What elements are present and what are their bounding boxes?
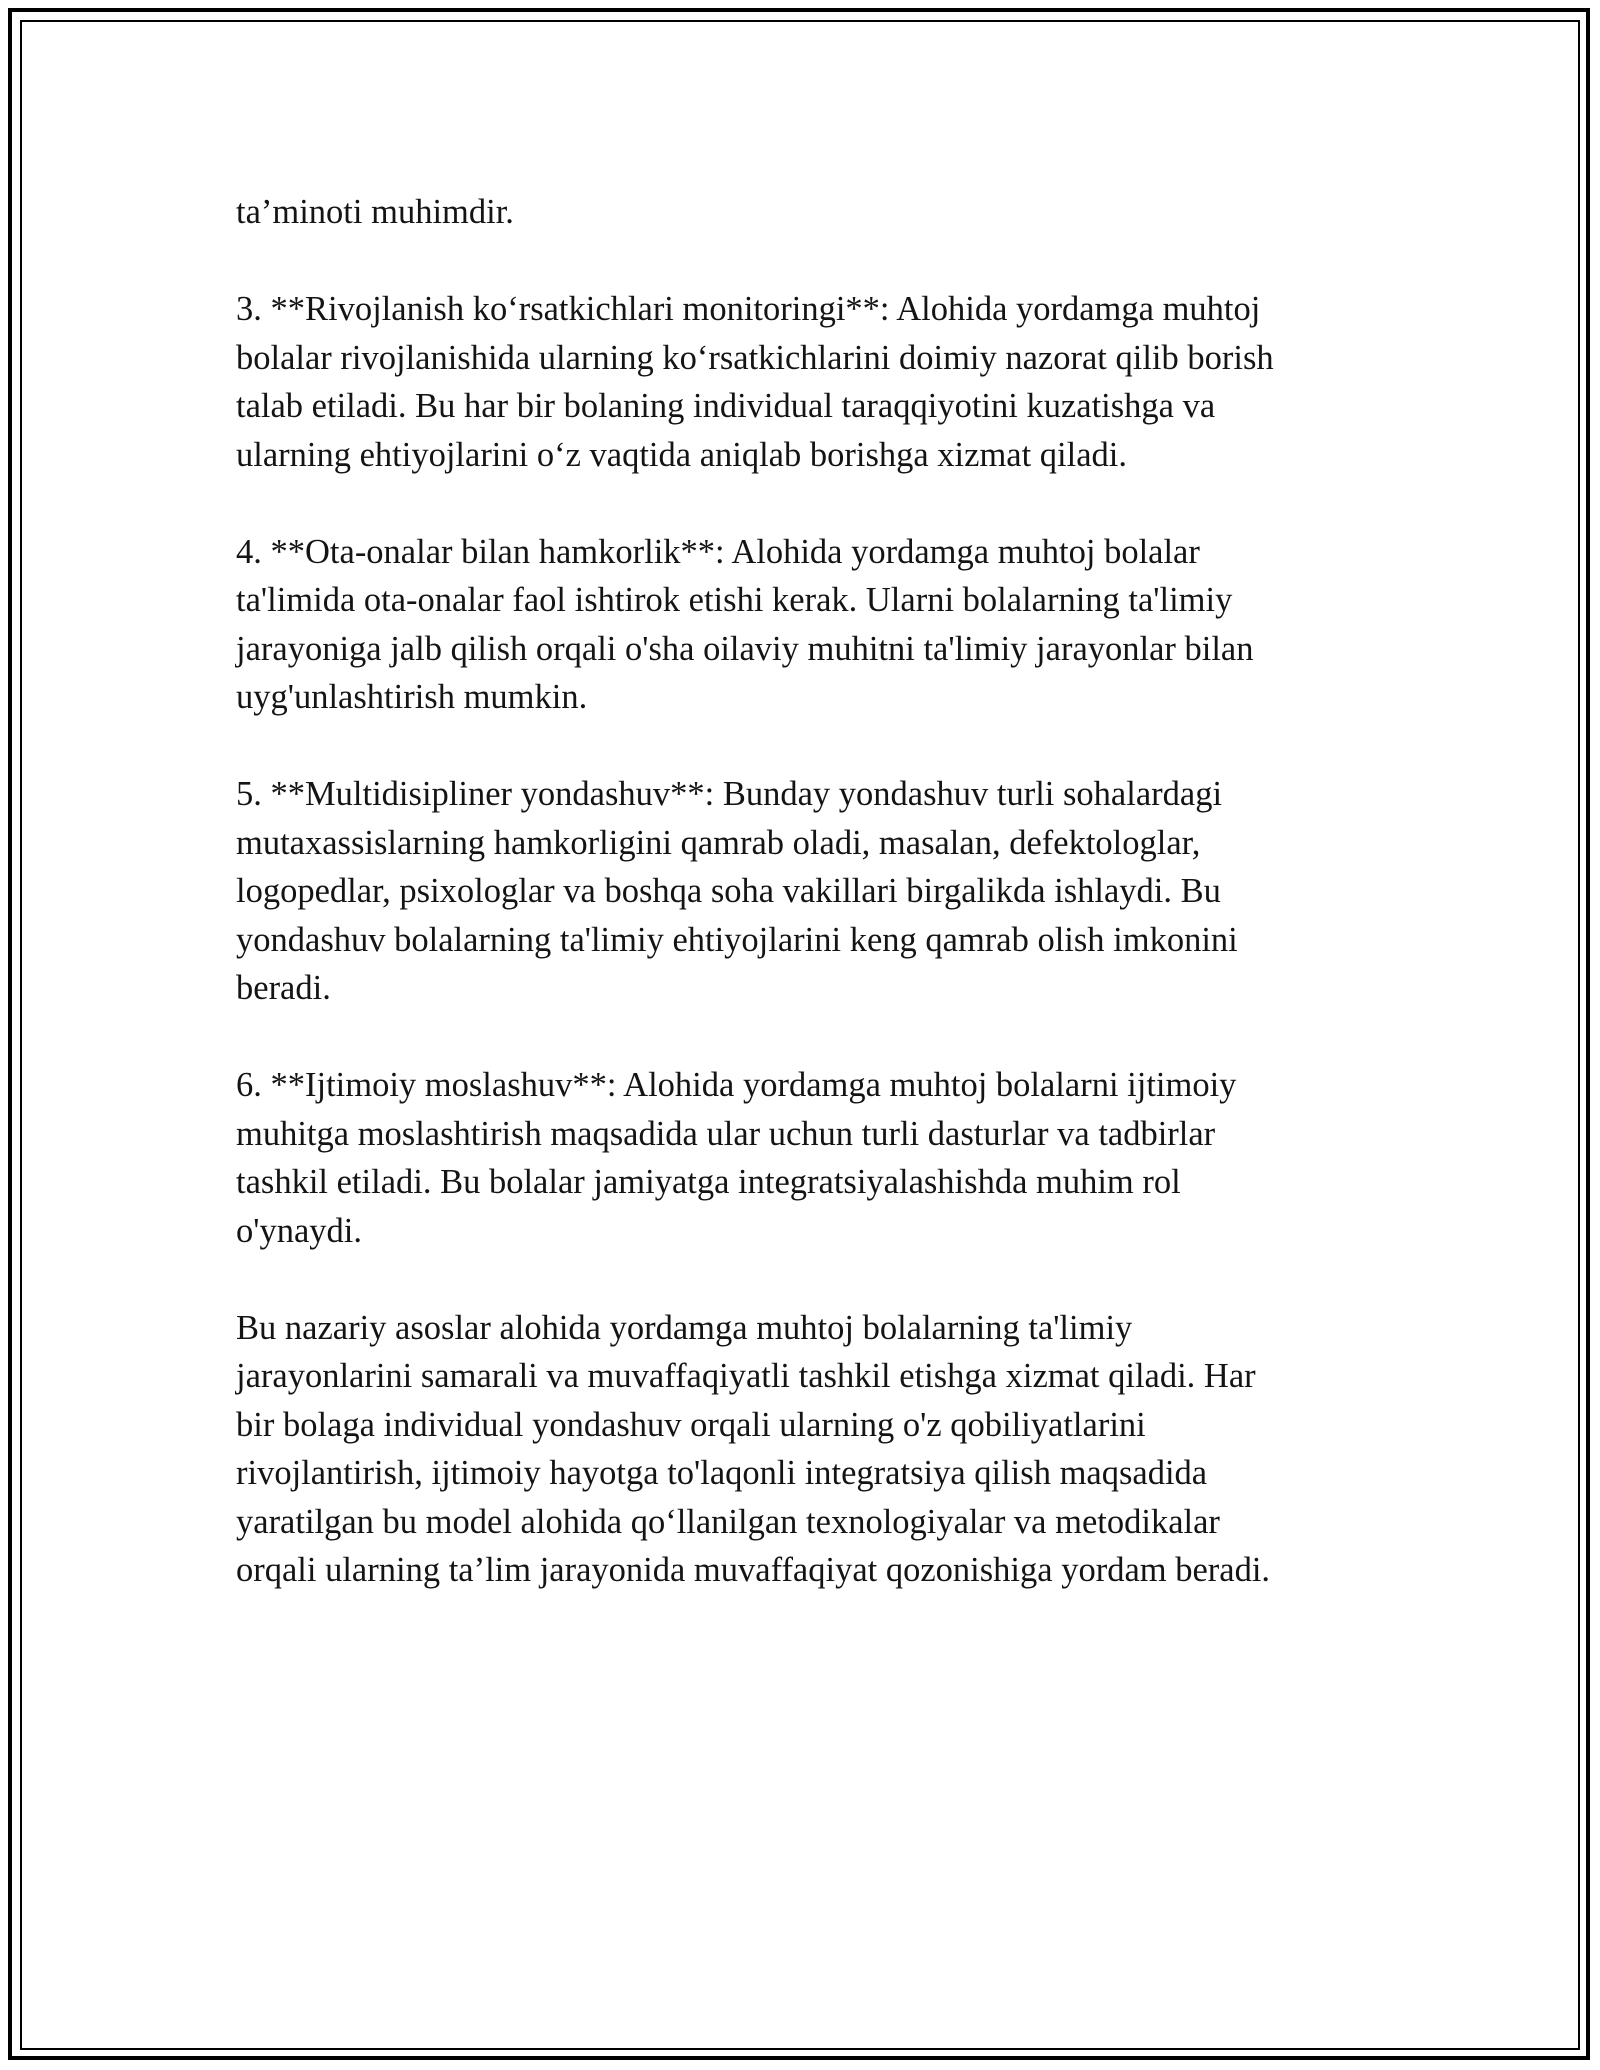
text-line: mutaxassislarning hamkorligini qamrab oladi, masalan, defektologlar, bbox=[236, 823, 1201, 862]
text-line: talab etiladi. Bu har bir bolaning individual taraqqiyotini kuzatishga va bbox=[236, 387, 1216, 425]
text-line: 5. **Multidisipliner yondashuv**: Bunday yondashuv turli sohalardagi bbox=[236, 775, 1223, 813]
text-line: yaratilgan bu model alohida qo‘llanilgan texnologiyalar va metodikalar bbox=[236, 1502, 1220, 1541]
text-line: ta’minoti muhimdir. bbox=[236, 193, 514, 231]
text-line: 3. **Rivojlanish ko‘rsatkichlari monitoringi**: Alohida yordamga muhtoj bbox=[236, 290, 1261, 328]
paragraph-continuation bbox=[236, 188, 1366, 237]
paragraph-conclusion bbox=[236, 1304, 1366, 1595]
paragraph-item-3 bbox=[236, 285, 1366, 479]
text-line: rivojlantirish, ijtimoiy hayotga to'laqonli integratsiya qilish maqsadida bbox=[236, 1454, 1208, 1492]
text-line: ularning ehtiyojlarini o‘z vaqtida aniqlab borishga xizmat qiladi. bbox=[236, 435, 1128, 474]
text-line: uyg'unlashtirish mumkin. bbox=[236, 678, 588, 716]
paragraph-item-5 bbox=[236, 770, 1366, 1013]
text-line: 6. **Ijtimoiy moslashuv**: Alohida yordamga muhtoj bolalarni ijtimoiy bbox=[236, 1066, 1237, 1104]
text-line: logopedlar, psixologlar va boshqa soha vakillari birgalikda ishlaydi. Bu bbox=[236, 872, 1221, 910]
text-line: yondashuv bolalarning ta'limiy ehtiyojlarini keng qamrab olish imkonini bbox=[236, 920, 1238, 959]
text-line: orqali ularning ta’lim jarayonida muvaffaqiyat qozonishiga yordam beradi. bbox=[236, 1551, 1271, 1589]
text-line: bolalar rivojlanishida ularning ko‘rsatkichlarini doimiy nazorat qilib borish bbox=[236, 338, 1274, 377]
paragraph-item-4 bbox=[236, 528, 1366, 722]
text-line: bir bolaga individual yondashuv orqali ularning o'z qobiliyatlarini bbox=[236, 1405, 1146, 1444]
document-body bbox=[236, 188, 1366, 1643]
text-line: jarayonlarini samarali va muvaffaqiyatli tashkil etishga xizmat qiladi. Har bbox=[236, 1357, 1256, 1395]
text-line: beradi. bbox=[236, 969, 331, 1007]
text-line: jarayoniga jalb qilish orqali o'sha oilaviy muhitni ta'limiy jarayonlar bilan bbox=[236, 629, 1254, 668]
text-line: ta'limida ota-onalar faol ishtirok etishi kerak. Ularni bolalarning ta'limiy bbox=[236, 581, 1233, 619]
text-line: 4. **Ota-onalar bilan hamkorlik**: Alohida yordamga muhtoj bolalar bbox=[236, 532, 1200, 571]
text-line: o'ynaydi. bbox=[236, 1211, 362, 1250]
text-line: Bu nazariy asoslar alohida yordamga muhtoj bolalarning ta'limiy bbox=[236, 1308, 1133, 1347]
text-line: tashkil etiladi. Bu bolalar jamiyatga integratsiyalashishda muhim rol bbox=[236, 1163, 1181, 1201]
paragraph-item-6 bbox=[236, 1061, 1366, 1255]
text-line: muhitga moslashtirish maqsadida ular uchun turli dasturlar va tadbirlar bbox=[236, 1114, 1216, 1153]
